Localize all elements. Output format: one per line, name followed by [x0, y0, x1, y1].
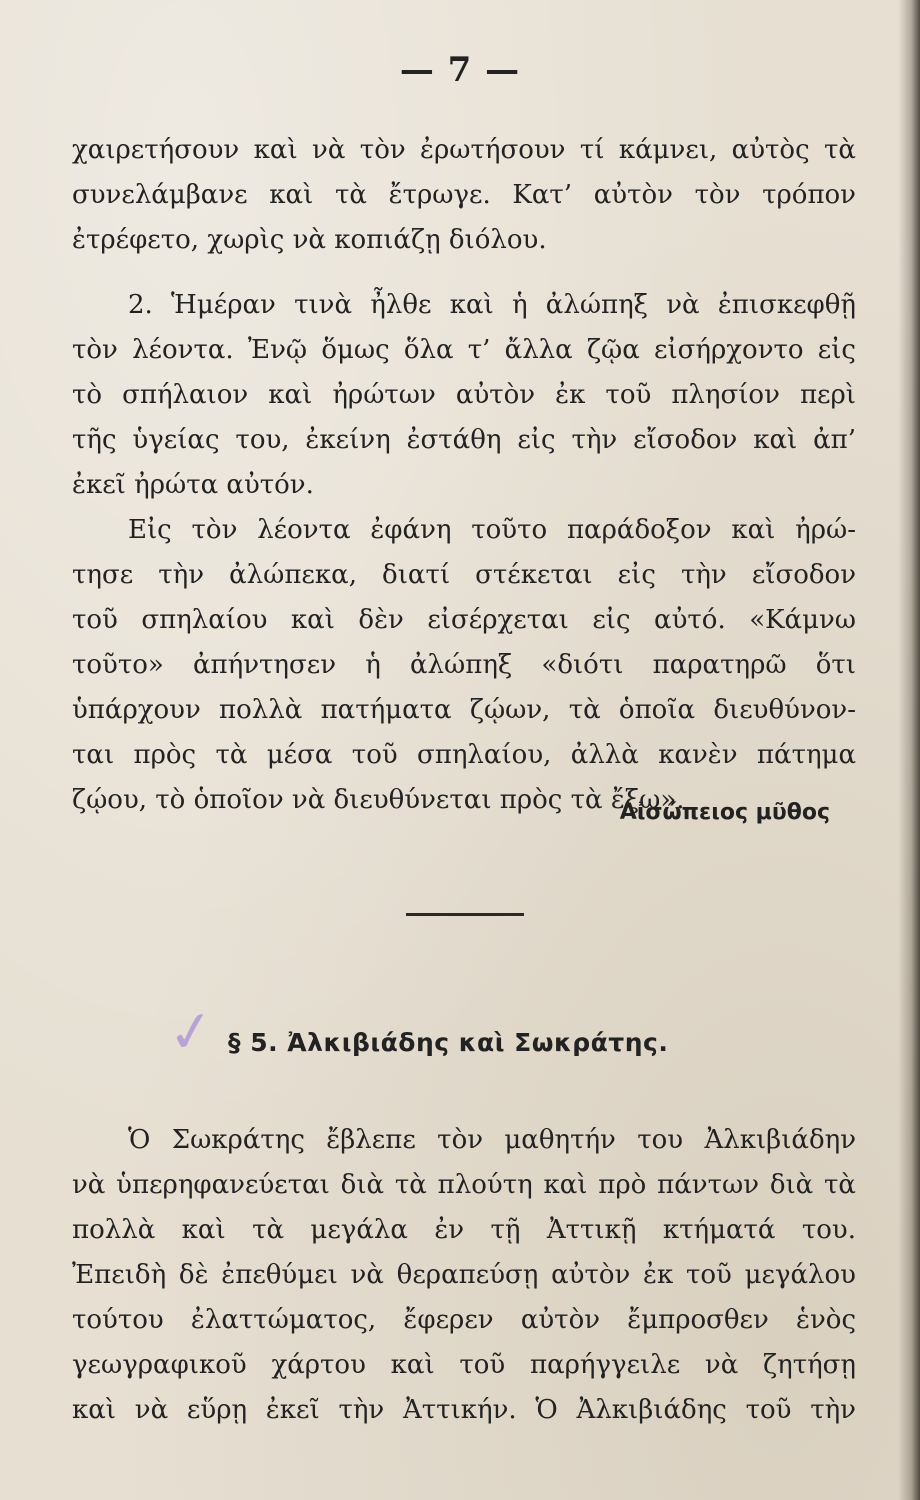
text-line: συνελάμβανε καὶ τὰ ἔτρωγε. Κατ’ αὐτὸν τὸν τρόπον [72, 180, 856, 210]
text-line: ἐτρέφετο, χωρὶς νὰ κοπιάζῃ διόλου. [72, 225, 547, 255]
text-line: ται πρὸς τὰ μέσα τοῦ σπηλαίου, ἀλλὰ κανὲν πάτημα [72, 740, 856, 770]
text-line: τοῦ σπηλαίου καὶ δὲν εἰσέρχεται εἰς αὐτό. «Κάμνω [72, 605, 856, 635]
text-line: 2. Ἡμέραν τινὰ ἦλθε καὶ ἡ ἀλώπηξ νὰ ἐπισκεφθῇ [128, 290, 856, 320]
paragraph-fox-visit [72, 283, 856, 823]
text-line: ὑπάρχουν πολλὰ πατήματα ζῴων, τὰ ὁποῖα διευθύνον- [72, 695, 856, 725]
text-line: γεωγραφικοῦ χάρτου καὶ τοῦ παρήγγειλε νὰ ζητήσῃ [72, 1350, 856, 1380]
paragraph-continuation [72, 128, 856, 263]
page-edge-shadow [898, 0, 920, 1500]
handwritten-check-mark: ✓ [163, 997, 220, 1068]
paragraph-socrates [72, 1118, 856, 1433]
text-line: καὶ νὰ εὕρῃ ἐκεῖ τὴν Ἀττικήν. Ὁ Ἀλκιβιάδης τοῦ τὴν [72, 1395, 856, 1425]
text-line: ἐκεῖ ἠρώτα αὐτόν. [72, 470, 314, 500]
fable-attribution: Αἰσώπειος μῦθος [619, 800, 830, 825]
text-line: πολλὰ καὶ τὰ μεγάλα ἐν τῇ Ἀττικῇ κτήματά του. [72, 1215, 856, 1245]
text-line: τούτου ἐλαττώματος, ἔφερεν αὐτὸν ἔμπροσθεν ἑνὸς [72, 1305, 856, 1335]
text-line: τῆς ὑγείας του, ἐκείνη ἐστάθη εἰς τὴν εἴσοδον καὶ ἀπ’ [72, 425, 856, 455]
text-line: τὸ σπήλαιον καὶ ἠρώτων αὐτὸν ἐκ τοῦ πλησίον περὶ [72, 380, 856, 410]
text-line: ζῴου, τὸ ὁποῖον νὰ διευθύνεται πρὸς τὰ ἔξω». [72, 785, 685, 815]
text-line: χαιρετήσουν καὶ νὰ τὸν ἐρωτήσουν τί κάμνει, αὐτὸς τὰ [72, 135, 856, 165]
page-number: — 7 — [399, 50, 521, 90]
section-divider [406, 913, 524, 916]
text-line: τοῦτο» ἀπήντησεν ἡ ἀλώπηξ «διότι παρατηρῶ ὅτι [72, 650, 856, 680]
text-line: τησε τὴν ἀλώπεκα, διατί στέκεται εἰς τὴν εἴσοδον [72, 560, 856, 590]
text-line: νὰ ὑπερηφανεύεται διὰ τὰ πλούτη καὶ πρὸ πάντων διὰ τὰ [72, 1170, 856, 1200]
section-heading: § 5. Ἀλκιβιάδης καὶ Σωκράτης. [228, 1028, 669, 1057]
text-line: τὸν λέοντα. Ἐνῷ ὅμως ὅλα τ’ ἄλλα ζῷα εἰσήρχοντο εἰς [72, 335, 856, 365]
text-line: Ἐπειδὴ δὲ ἐπεθύμει νὰ θεραπεύσῃ αὐτὸν ἐκ τοῦ μεγάλου [72, 1260, 856, 1290]
text-line: Ὁ Σωκράτης ἔβλεπε τὸν μαθητήν του Ἀλκιβιάδην [128, 1125, 856, 1155]
text-line: Εἰς τὸν λέοντα ἐφάνη τοῦτο παράδοξον καὶ ἠρώ- [128, 515, 856, 545]
